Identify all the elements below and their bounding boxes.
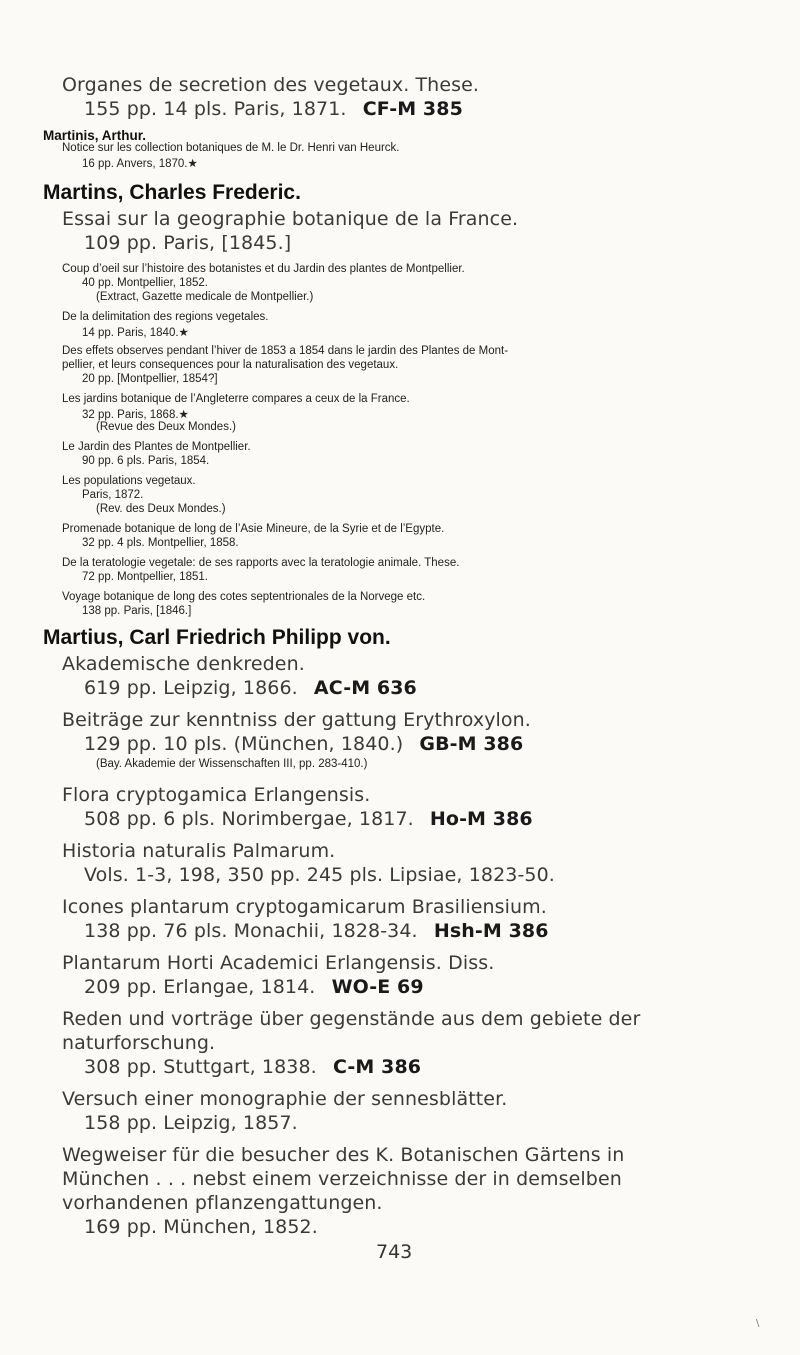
work-detail-line bbox=[84, 1056, 421, 1078]
work-detail: 308 pp. Stuttgart, 1838. bbox=[84, 1056, 317, 1078]
work-note: (Bay. Akademie der Wissenschaften III, pp. 283-410.) bbox=[96, 758, 368, 770]
work-detail-line bbox=[84, 976, 424, 998]
call-number: Hsh-M 386 bbox=[433, 920, 549, 942]
work-detail: 14 pp. Paris, 1840.★ bbox=[82, 327, 189, 339]
work-title: De la teratologie vegetale: de ses rapports avec la teratologie animale. These. bbox=[62, 557, 460, 569]
work-detail: 32 pp. Paris, 1868.★ bbox=[82, 409, 189, 421]
author-heading: Martius, Carl Friedrich Philipp von. bbox=[43, 626, 391, 649]
work-title: Reden und vorträge über gegenstände aus dem gebiete der bbox=[62, 1008, 641, 1030]
call-number: Ho-M 386 bbox=[429, 808, 533, 830]
work-detail: 20 pp. [Montpellier, 1854?] bbox=[82, 373, 218, 385]
work-title: Notice sur les collection botaniques de M. le Dr. Henri van Heurck. bbox=[62, 142, 400, 154]
work-title: Plantarum Horti Academici Erlangensis. Diss. bbox=[62, 952, 495, 974]
work-title: Le Jardin des Plantes de Montpellier. bbox=[62, 441, 251, 453]
work-detail-line bbox=[84, 808, 533, 830]
work-title-cont: pellier, et leurs consequences pour la naturalisation des vegetaux. bbox=[62, 359, 399, 371]
work-title: Promenade botanique de long de l’Asie Mineure, de la Syrie et de l’Egypte. bbox=[62, 523, 445, 535]
page-number: 743 bbox=[376, 1241, 413, 1263]
call-number: AC-M 636 bbox=[313, 677, 417, 699]
work-title: Flora cryptogamica Erlangensis. bbox=[62, 784, 371, 806]
work-title-cont: vorhandenen pflanzengattungen. bbox=[62, 1192, 383, 1214]
work-title-cont: naturforschung. bbox=[62, 1032, 216, 1054]
work-title: Des effets observes pendant l’hiver de 1853 a 1854 dans le jardin des Plantes de Mont- bbox=[62, 345, 509, 357]
work-detail: 169 pp. München, 1852. bbox=[84, 1216, 318, 1238]
work-detail: 40 pp. Montpellier, 1852. bbox=[82, 277, 208, 289]
work-detail-line bbox=[84, 920, 549, 942]
work-detail-line bbox=[84, 733, 523, 755]
call-number: WO-E 69 bbox=[331, 976, 424, 998]
work-note: (Rev. des Deux Mondes.) bbox=[96, 503, 226, 515]
call-number: GB-M 386 bbox=[419, 733, 524, 755]
work-detail: 109 pp. Paris, [1845.] bbox=[84, 232, 292, 254]
entry-title-line: Organes de secretion des vegetaux. These. bbox=[62, 74, 480, 96]
work-detail: 72 pp. Montpellier, 1851. bbox=[82, 571, 208, 583]
entry-detail: 155 pp. 14 pls. Paris, 1871. bbox=[84, 98, 347, 120]
work-note: (Revue des Deux Mondes.) bbox=[96, 421, 236, 433]
author-heading: Martins, Charles Frederic. bbox=[43, 181, 301, 204]
work-detail: 619 pp. Leipzig, 1866. bbox=[84, 677, 298, 699]
work-detail: 129 pp. 10 pls. (München, 1840.) bbox=[84, 733, 404, 755]
work-detail: 138 pp. 76 pls. Monachii, 1828-34. bbox=[84, 920, 418, 942]
work-title: Les jardins botanique de l’Angleterre compares a ceux de la France. bbox=[62, 393, 410, 405]
work-title: Essai sur la geographie botanique de la France. bbox=[62, 208, 519, 230]
work-title-cont: München . . . nebst einem verzeichnisse der in demselben bbox=[62, 1168, 622, 1190]
work-detail: 138 pp. Paris, [1846.] bbox=[82, 605, 192, 617]
work-detail: 209 pp. Erlangae, 1814. bbox=[84, 976, 316, 998]
work-detail-line bbox=[84, 677, 417, 699]
work-title: Voyage botanique de long des cotes septentrionales de la Norvege etc. bbox=[62, 591, 426, 603]
work-detail: 90 pp. 6 pls. Paris, 1854. bbox=[82, 455, 210, 467]
work-detail: 16 pp. Anvers, 1870.★ bbox=[82, 158, 198, 170]
work-title: Icones plantarum cryptogamicarum Brasiliensium. bbox=[62, 896, 547, 918]
work-title: Historia naturalis Palmarum. bbox=[62, 840, 336, 862]
work-title: Les populations vegetaux. bbox=[62, 475, 196, 487]
author-heading: Martinis, Arthur. bbox=[43, 128, 147, 143]
work-title: Wegweiser für die besucher des K. Botanischen Gärtens in bbox=[62, 1144, 625, 1166]
work-detail: Paris, 1872. bbox=[82, 489, 144, 501]
work-detail: 508 pp. 6 pls. Norimbergae, 1817. bbox=[84, 808, 414, 830]
work-title: De la delimitation des regions vegetales. bbox=[62, 311, 269, 323]
work-title: Coup d’oeil sur l’histoire des botanistes et du Jardin des plantes de Montpellier. bbox=[62, 263, 465, 275]
work-title: Akademische denkreden. bbox=[62, 653, 305, 675]
work-detail: 32 pp. 4 pls. Montpellier, 1858. bbox=[82, 537, 239, 549]
call-number: C-M 386 bbox=[332, 1056, 422, 1078]
work-detail: Vols. 1-3, 198, 350 pp. 245 pls. Lipsiae, 1823-50. bbox=[84, 864, 555, 886]
scan-speck: \ bbox=[756, 1318, 760, 1329]
work-detail: 158 pp. Leipzig, 1857. bbox=[84, 1112, 298, 1134]
work-title: Beiträge zur kenntniss der gattung Erythroxylon. bbox=[62, 709, 531, 731]
work-note: (Extract, Gazette medicale de Montpellier.) bbox=[96, 291, 314, 303]
call-number: CF-M 385 bbox=[362, 98, 463, 120]
work-title: Versuch einer monographie der sennesblätter. bbox=[62, 1088, 508, 1110]
entry-detail-line bbox=[84, 98, 463, 120]
